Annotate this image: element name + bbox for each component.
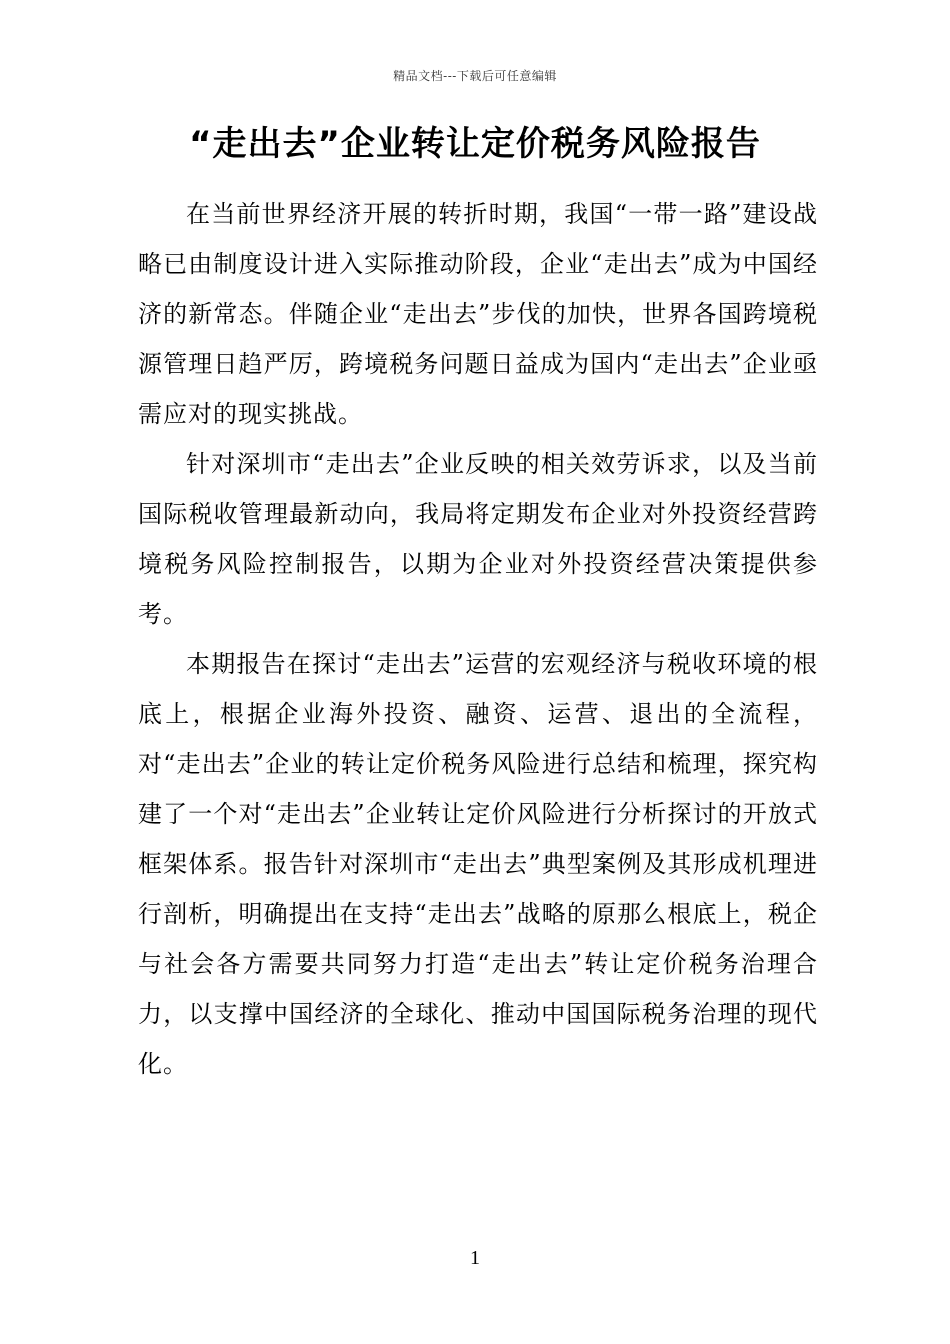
paragraph-3: 本期报告在探讨“走出去”运营的宏观经济与税收环境的根底上，根据企业海外投资、融资、运营、退出的全流程，对“走出去”企业的转让定价税务风险进行总结和梳理，探究构建了一个对“走出去”企业转让定价风险进行分析探讨的开放式框架体系。报告针对深圳市“走出去”典型案例及其形成机理进行剖析，明确提出在支持“走出去”战略的原那么根底上，税企与社会各方需要共同努力打造“走出去”转让定价税务治理合力，以支撑中国经济的全球化、推动中国国际税务治理的现代化。 (138, 650, 818, 1078)
paragraph-2: 针对深圳市“走出去”企业反映的相关效劳诉求，以及当前国际税收管理最新动向，我局将定期发布企业对外投资经营跨境税务风险控制报告，以期为企业对外投资经营决策提供参考。 (138, 450, 818, 628)
document-body (138, 189, 818, 1089)
paragraph-1: 在当前世界经济开展的转折时期，我国“一带一路”建设战略已由制度设计进入实际推动阶段，企业“走出去”成为中国经济的新常态。伴随企业“走出去”步伐的加快，世界各国跨境税源管理日趋严厉，跨境税务问题日益成为国内“走出去”企业亟需应对的现实挑战。 (138, 200, 818, 428)
header-note: 精品文档---下载后可任意编辑 (393, 69, 557, 83)
document-title: “走出去”企业转让定价税务风险报告 (189, 124, 761, 164)
page-number: 1 (470, 1247, 480, 1269)
